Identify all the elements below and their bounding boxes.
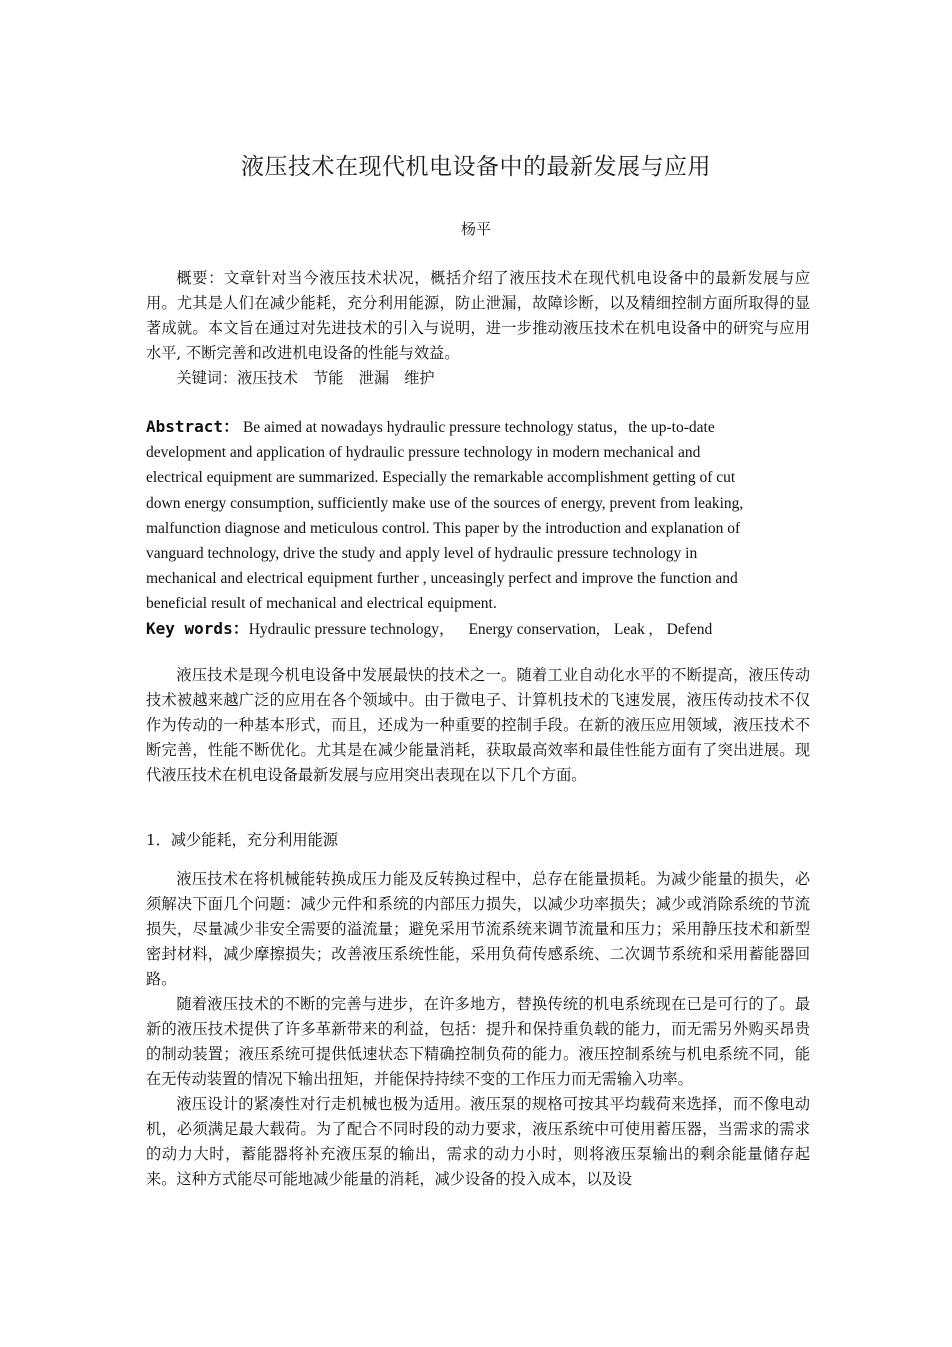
- introduction: [146, 663, 810, 788]
- body-paragraph: 随着液压技术的不断的完善与进步，在许多地方，替换传统的机电系统现在已是可行的了。最新的液压技术提供了许多革新带来的利益，包括：提升和保持重负载的能力，而无需另外购买昂贵的制动装置；液压系统可提供低速状态下精确控制负荷的能力。液压控制系统与机电系统不同，能在无传动装置的情况下输出扭矩，并能保持持续不变的工作压力而无需输入功率。: [146, 995, 810, 1088]
- abstract-line: mechanical and electrical equipment further , unceasingly perfect and improve the function and: [146, 570, 738, 588]
- abstract-line: development and application of hydraulic pressure technology in modern mechanical and: [146, 444, 701, 462]
- body-paragraph: 液压技术在将机械能转换成压力能及反转换过程中，总存在能量损耗。为减少能量的损失，必须解决下面几个问题：减少元件和系统的内部压力损失，以减少功率损失；减少或消除系统的节流损失，尽量减少非安全需要的溢流量；避免采用节流系统来调节流量和压力；采用静压技术和新型密封材料，减少摩擦损失；改善液压系统性能，采用负荷传感系统、二次调节系统和采用蓄能器回路。: [146, 870, 810, 988]
- section-1: [146, 828, 810, 853]
- section-heading: 1．减少能耗，充分利用能源: [146, 831, 338, 849]
- body-paragraph: 液压设计的紧凑性对行走机械也极为适用。液压泵的规格可按其平均载荷来选择，而不像电动机，必须满足最大载荷。为了配合不同时段的动力要求，液压系统中可使用蓄压器，当需求的需求的动力大时，蓄能器将补充液压泵的输出，需求的动力小时，则将液压泵输出的剩余能量储存起来。这种方式能尽可能地减少能量的消耗，减少设备的投入成本，以及设: [146, 1095, 810, 1188]
- paper-title: 液压技术在现代机电设备中的最新发展与应用: [241, 154, 711, 180]
- chinese-keywords: 关键词：液压技术 节能 泄漏 维护: [176, 369, 435, 387]
- keyword: Hydraulic pressure technology，: [248, 621, 455, 638]
- intro-paragraph: 液压技术是现今机电设备中发展最快的技术之一。随着工业自动化水平的不断提高，液压传动技术被越来越广泛的应用在各个领域中。由于微电子、计算机技术的飞速发展，液压传动技术不仅作为传动的一种基本形式，而且，还成为一种重要的控制手段。在新的液压应用领域，液压技术不断完善，性能不断优化。尤其是在减少能量消耗，获取最高效率和最佳性能方面有了突出进展。现代液压技术在机电设备最新发展与应用突出表现在以下几个方面。: [146, 666, 810, 784]
- section-1-body: [146, 867, 810, 1192]
- keyword: Energy conservation,: [468, 621, 600, 638]
- abstract-line: electrical equipment are summarized. Especially the remarkable accomplishment getting of cut: [146, 469, 736, 487]
- abstract-line: malfunction diagnose and meticulous control. This paper by the introduction and explanation of: [146, 519, 741, 537]
- author-name: 杨平: [460, 220, 491, 238]
- english-abstract: [146, 414, 810, 617]
- chinese-abstract-text: 概要：文章针对当今液压技术状况，概括介绍了液压技术在现代机电设备中的最新发展与应用。尤其是人们在减少能耗，充分利用能源，防止泄漏，故障诊断，以及精细控制方面所取得的显著成就。本文旨在通过对先进技术的引入与说明，进一步推动液压技术在机电设备中的研究与应用水平, 不断完善和改进机电设备的性能与效益。: [146, 269, 810, 362]
- keyword: Leak ,: [613, 621, 653, 638]
- keywords-label: Key words：: [146, 619, 249, 638]
- english-keywords: [146, 616, 810, 639]
- abstract-line: Abstract： Be aimed at nowadays hydraulic pressure technology status，the up-to-date: [146, 417, 715, 436]
- keyword: Defend: [666, 621, 713, 638]
- abstract-label: Abstract：: [146, 417, 240, 436]
- abstract-line: down energy consumption, sufficiently make use of the sources of energy, prevent from leaking,: [146, 494, 744, 512]
- abstract-line: beneficial result of mechanical and electrical equipment.: [146, 595, 497, 613]
- chinese-abstract: [146, 266, 810, 391]
- abstract-line: vanguard technology, drive the study and apply level of hydraulic pressure technology in: [146, 545, 698, 563]
